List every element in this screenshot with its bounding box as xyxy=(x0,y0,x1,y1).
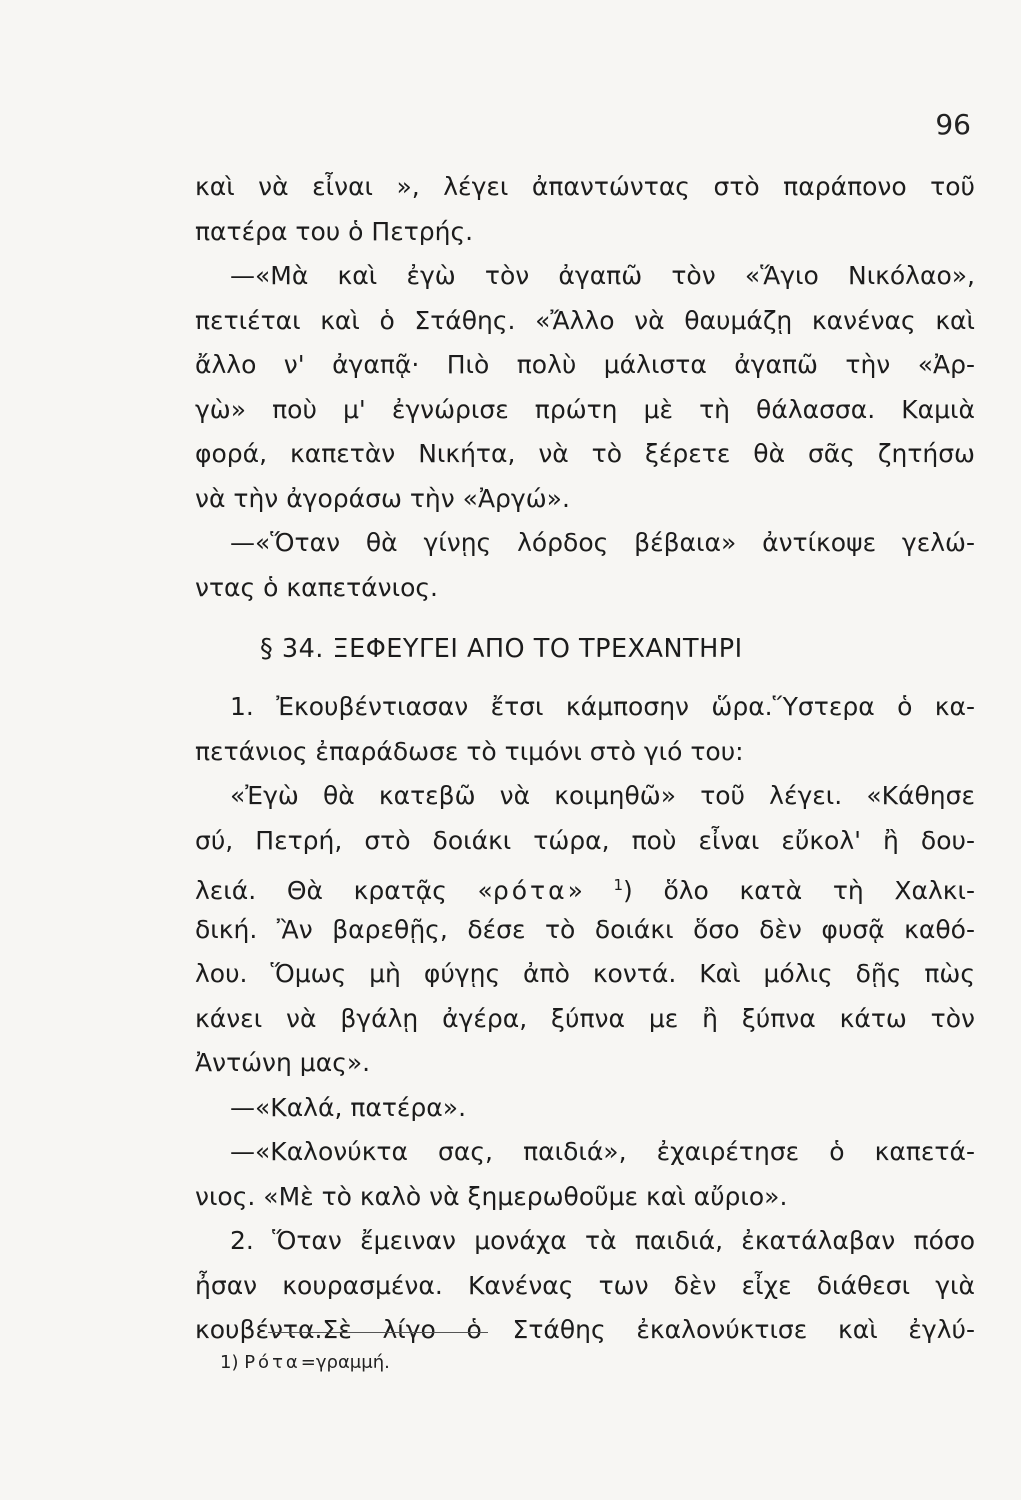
text-line: πετάνιος ἐπαράδωσε τὸ τιμόνι στὸ γιό του: xyxy=(195,736,744,766)
section-heading: § 34. ΞΕΦΕΥΓΕΙ ΑΠΟ ΤΟ ΤΡΕΧΑΝΤΗΡΙ xyxy=(260,634,743,664)
text-line: «Ἐγὼ θὰ κατεβῶ νὰ κοιμηθῶ» τοῦ λέγει. «Κάθησε xyxy=(230,781,975,810)
footnote xyxy=(220,1352,390,1373)
text-line: λου. Ὅμως μὴ φύγῃς ἀπὸ κοντά. Καὶ μόλις δῇς πὼς xyxy=(195,959,975,988)
text-line: —«Μὰ καὶ ἐγὼ τὸν ἀγαπῶ τὸν «Ἅγιο Νικόλαο», xyxy=(230,261,975,290)
text-line: δική. Ἂν βαρεθῇς, δέσε τὸ δοιάκι ὅσο δὲν φυσᾷ καθό- xyxy=(195,914,975,944)
text-line: —«Καλά, πατέρα». xyxy=(230,1092,467,1122)
text-segment: » xyxy=(567,876,614,905)
spaced-term: ρότα xyxy=(492,876,568,905)
text-line: γὼ» ποὺ μ' ἐγνώρισε πρώτη μὲ τὴ θάλασσα. Καμιὰ xyxy=(195,394,975,424)
footnote-reference: 1 xyxy=(613,876,624,894)
text-line: 2. Ὅταν ἔμειναν μονάχα τὰ παιδιά, ἐκατάλαβαν πόσο xyxy=(230,1226,975,1255)
footnote-term: Ρότα xyxy=(244,1352,301,1373)
text-line: —«Ὅταν θὰ γίνῃς λόρδος βέβαια» ἀντίκοψε γελώ- xyxy=(230,528,975,557)
text-line: καὶ νὰ εἶναι », λέγει ἀπαντώντας στὸ παράπονο τοῦ xyxy=(195,172,975,201)
text-line: 1. Ἐκουβέντιασαν ἔτσι κάμποσην ὥρα.Ὕστερα ὁ κα- xyxy=(230,692,975,721)
text-line: —«Καλονύκτα σας, παιδιά», ἐχαιρέτησε ὁ καπετά- xyxy=(230,1137,975,1166)
page-number: 96 xyxy=(935,108,971,141)
text-line: νιος. «Μὲ τὸ καλὸ νὰ ξημερωθοῦμε καὶ αὔριο». xyxy=(195,1181,788,1211)
text-line: σύ, Πετρή, στὸ δοιάκι τώρα, ποὺ εἶναι εὔκολ' ἢ δου- xyxy=(195,825,975,855)
text-line: ντας ὁ καπετάνιος. xyxy=(195,572,439,602)
text-line: φορά, καπετὰν Νικήτα, νὰ τὸ ξέρετε θὰ σᾶς ζητήσω xyxy=(195,439,975,468)
footnote-marker: 1) xyxy=(220,1352,245,1373)
text-line: ἦσαν κουρασμένα. Κανένας των δὲν εἶχε διάθεσι γιὰ xyxy=(195,1270,975,1300)
text-line: κάνει νὰ βγάλῃ ἀγέρα, ξύπνα με ἢ ξύπνα κάτω τὸν xyxy=(195,1003,975,1033)
text-line: Ἀντώνη μας». xyxy=(195,1048,371,1077)
text-segment: ) ὅλο κατὰ τὴ Χαλκι- xyxy=(623,876,975,905)
footnote-definition: =γραμμή. xyxy=(300,1352,390,1373)
text-line: πετιέται καὶ ὁ Στάθης. «Ἄλλο νὰ θαυμάζῃ κανένας καὶ xyxy=(195,305,975,335)
text-line: ἄλλο ν' ἀγαπᾷ· Πιὸ πολὺ μάλιστα ἀγαπῶ τὴν «Ἀρ- xyxy=(195,350,975,379)
text-segment: λειά. Θὰ κρατᾷς « xyxy=(195,876,493,905)
footnote-divider xyxy=(268,1332,488,1333)
text-line: πατέρα του ὁ Πετρής. xyxy=(195,216,474,246)
body-text xyxy=(195,165,975,1353)
text-line: νὰ τὴν ἀγοράσω τὴν «Ἀργώ». xyxy=(195,483,570,513)
text-line: κουβέντα.Σὲ λίγο ὁ Στάθης ἐκαλονύκτισε καὶ ἐγλύ- xyxy=(195,1315,975,1344)
text-line-with-footnote-ref xyxy=(195,863,975,908)
